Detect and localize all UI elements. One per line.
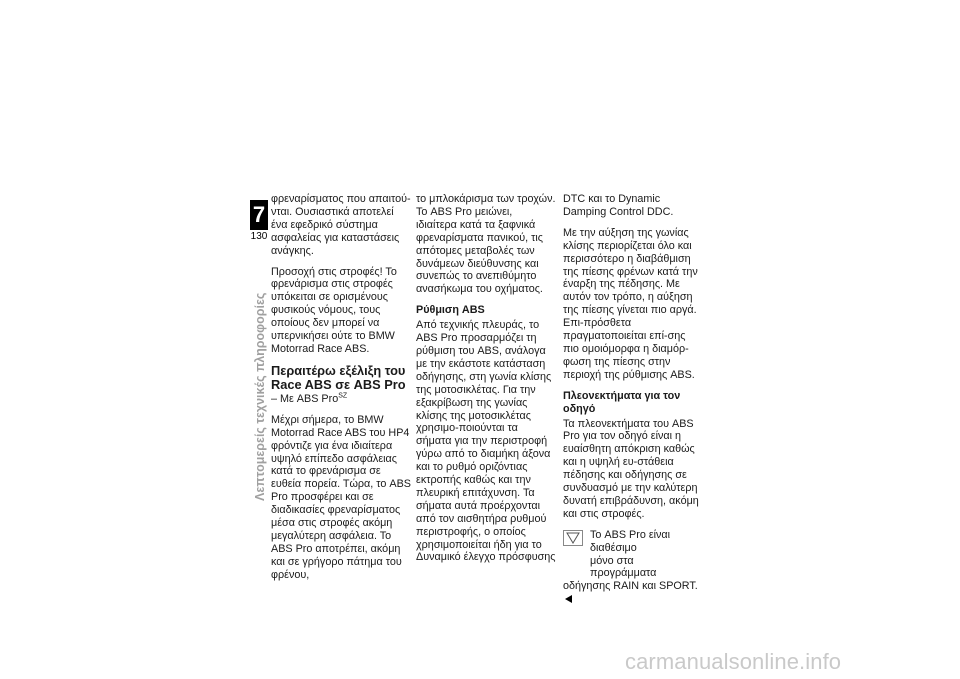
section-title-text: Λεπτομερείς τεχνικές πληροφορίες (253, 292, 267, 501)
paragraph: το μπλοκάρισμα των τροχών. Το ABS Pro μειώνει, ιδιαίτερα κατά τα ξαφνικά φρεναρίσματα πανικού, τις απότομες μεταβολές των δυνάμεων διεύθυνσης και συνεπώς το ανεπιθύμητο ανασήκωμα του οχήματος. (416, 193, 556, 296)
text-column-2 (416, 193, 556, 572)
equipment-note-text: – Με ABS Pro (271, 392, 339, 405)
page-number: 130 (250, 231, 268, 242)
paragraph: φρεναρίσματος που απαιτού-νται. Ουσιαστικά αποτελεί ένα εφεδρικό σύστημα ασφαλείας για καταστάσεις ανάγκης. (271, 193, 411, 257)
note-triangle-icon (563, 530, 583, 546)
note-line: Το ABS Pro είναι διαθέσιμο (590, 528, 671, 554)
paragraph: Τα πλεονεκτήματα του ABS Pro για τον οδηγό είναι η ευαίσθητη απόκριση καθώς και η υψηλή ευ-στάθεια πέδησης και οδήγησης σε συνδυασμό με την καλύτερη δυνατή επιβράδυνση, ακόμη και στις στροφές. (563, 417, 699, 520)
watermark: carmanualsonline.info (625, 649, 842, 674)
section-heading: Πλεονεκτήματα για τον οδηγό (563, 389, 681, 415)
option-code: SZ (338, 392, 348, 400)
paragraph: Με την αύξηση της γωνίας κλίσης περιορίζεται όλο και περισσότερο η διαβάθμιση της πίεσης φρένων κατά την έναρξη της πέδησης. Με αυτόν τον τρόπο, η αύξηση της πίεσης γίνεται πιο αργά. Επι-πρόσθετα πραγματοποιείται επί-σης πιο ομοιόμορφα η διαμόρ-φωση της πίεσης στην περιοχή της ρύθμισης ABS. (563, 226, 698, 381)
end-of-section-icon (565, 595, 572, 603)
text-column-1 (271, 193, 411, 590)
info-note (563, 529, 703, 606)
text-column-3 (563, 193, 703, 606)
note-line-end (563, 580, 703, 606)
section-heading: Ρύθμιση ABS (416, 304, 485, 317)
paragraph: DTC και το Dynamic Damping Control DDC. (563, 193, 674, 218)
equipment-note (271, 393, 411, 406)
section-heading: Περαιτέρω εξέλιξη του Race ABS σε ABS Pro (271, 362, 406, 392)
section-title (253, 246, 267, 501)
note-line: μόνο στα προγράμματα (590, 554, 657, 580)
paragraph: Προσοχή στις στροφές! Το φρενάρισμα στις στροφές υπόκειται σε ορισμένους φυσικούς νόμους, τους οποίους δεν μπορεί να υπερνικήσει ούτε το BMW Motorrad Race ABS. (271, 265, 397, 355)
paragraph: Μέχρι σήμερα, το BMW Motorrad Race ABS του HP4 φρόντιζε για ένα ιδιαίτερα υψηλό επίπεδο ασφάλειας κατά το φρενάρισμα σε ευθεία πορεία. Τώρα, το ABS Pro προσφέρει και σε διαδικασίες φρεναρίσματος μέσα στις στροφές ακόμη μεγαλύτερη ασφάλεια. Το ABS Pro αποτρέπει, ακόμη και σε γρήγορο πάτημα του φρένου, (271, 413, 412, 581)
note-line: οδήγησης RAIN και SPORT. (563, 580, 698, 593)
chapter-number: 7 (252, 202, 266, 227)
paragraph: Από τεχνικής πλευράς, το ABS Pro προσαρμόζει τη ρύθμιση του ABS, ανάλογα με την εκάστοτε κατάσταση οδήγησης, στη γωνία κλίσης της μοτοσικλέτας. Για την εξακρίβωση της γωνίας κλίσης της μοτοσικλέτας χρησιμο-ποιούνται τα σήματα για την περιστροφή γύρω από το διαμήκη άξονα και το ρυθμό οριζόντιας εκτροπής καθώς και την πλευρική επιτάχυνση. Τα σήματα αυτά προέρχονται από τον αισθητήρα ρυθμού περιστροφής, ο οποίος χρησιμοποιείται ήδη για το Δυναμικό έλεγχο πρόσφυσης (416, 319, 556, 564)
